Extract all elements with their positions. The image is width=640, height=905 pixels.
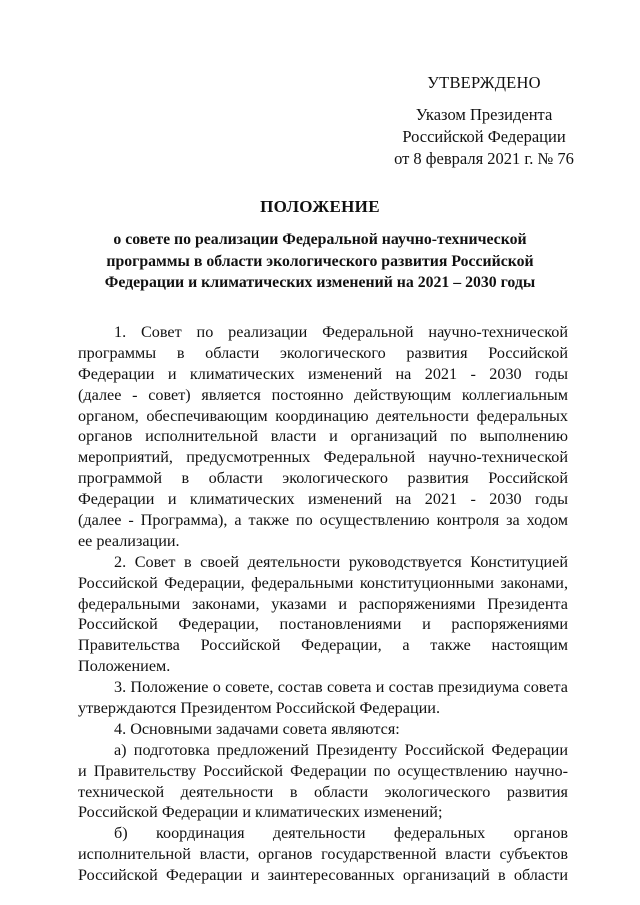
- document-subtitle: [90, 229, 550, 294]
- text-line: Российской Федерации, федеральными конституционными законами,: [78, 573, 568, 592]
- text-line: Правительства Российской Федерации, а также настоящим: [78, 636, 568, 655]
- approval-date-line: от 8 февраля 2021 г. № 76: [394, 149, 574, 168]
- text-line: органов исполнительной власти и организаций по выполнению: [78, 427, 568, 446]
- approval-country-line: Российской Федерации: [402, 127, 566, 146]
- text-line: технической деятельности в области экологического развития: [78, 782, 568, 801]
- text-line: Федерации и климатических изменений на 2021 - 2030 годы: [78, 490, 568, 509]
- subtitle-line: программы в области экологического развития Российской: [106, 252, 534, 270]
- approval-decree-line: Указом Президента: [415, 105, 553, 124]
- text-line: программой в области экологического развития Российской: [78, 469, 568, 488]
- text-line: федеральными законами, указами и распоряжениями Президента: [78, 594, 568, 613]
- document-title: ПОЛОЖЕНИЕ: [260, 197, 380, 216]
- text-line: 3. Положение о совете, состав совета и состав президиума совета: [114, 678, 568, 697]
- text-line: мероприятий, предусмотренных Федеральной научно-технической: [78, 448, 568, 467]
- paragraph-4a: [78, 740, 568, 824]
- text-line: утверждаются Президентом Российской Федерации.: [78, 699, 440, 718]
- paragraph-4b: [78, 823, 568, 886]
- text-line: Положением.: [78, 657, 171, 676]
- subtitle-line: Федерации и климатических изменений на 2021 – 2030 годы: [104, 274, 536, 291]
- text-line: органом, обеспечивающим координацию деятельности федеральных: [78, 406, 568, 425]
- text-line: исполнительной власти, органов государственной власти субъектов: [78, 845, 568, 864]
- paragraph-2: [78, 552, 568, 677]
- text-line: Федерации и климатических изменений на 2021 - 2030 годы: [78, 364, 568, 383]
- text-line: 2. Совет в своей деятельности руководствуется Конституцией: [114, 552, 568, 571]
- text-line: Российской Федерации, постановлениями и распоряжениями: [78, 615, 568, 634]
- subtitle-line: о совете по реализации Федеральной научно-технической: [113, 231, 527, 248]
- text-line: а) подготовка предложений Президенту Российской Федерации: [114, 740, 568, 759]
- approved-label: УТВЕРЖДЕНО: [427, 73, 541, 92]
- text-line: программы в области экологического развития Российской: [78, 343, 568, 362]
- approval-stamp: [384, 72, 584, 170]
- text-line: 1. Совет по реализации Федеральной научно-технической: [114, 323, 568, 341]
- text-line: 4. Основными задачами совета являются:: [114, 719, 400, 738]
- paragraph-1: [78, 322, 568, 552]
- text-line: Российской Федерации и климатических изменений;: [78, 803, 443, 822]
- text-line: (далее - Программа), а также по осуществлению контроля за ходом: [78, 511, 568, 530]
- text-line: Российской Федерации и заинтересованных организаций в области: [78, 866, 568, 885]
- document-body: [78, 322, 568, 886]
- text-line: б) координация деятельности федеральных органов: [114, 824, 568, 843]
- paragraph-4: [78, 719, 568, 740]
- text-line: (далее - совет) является постоянно действующим коллегиальным: [78, 385, 568, 404]
- text-line: ее реализации.: [78, 531, 180, 550]
- paragraph-3: [78, 677, 568, 719]
- text-line: и Правительству Российской Федерации по осуществлению научно-: [78, 761, 568, 780]
